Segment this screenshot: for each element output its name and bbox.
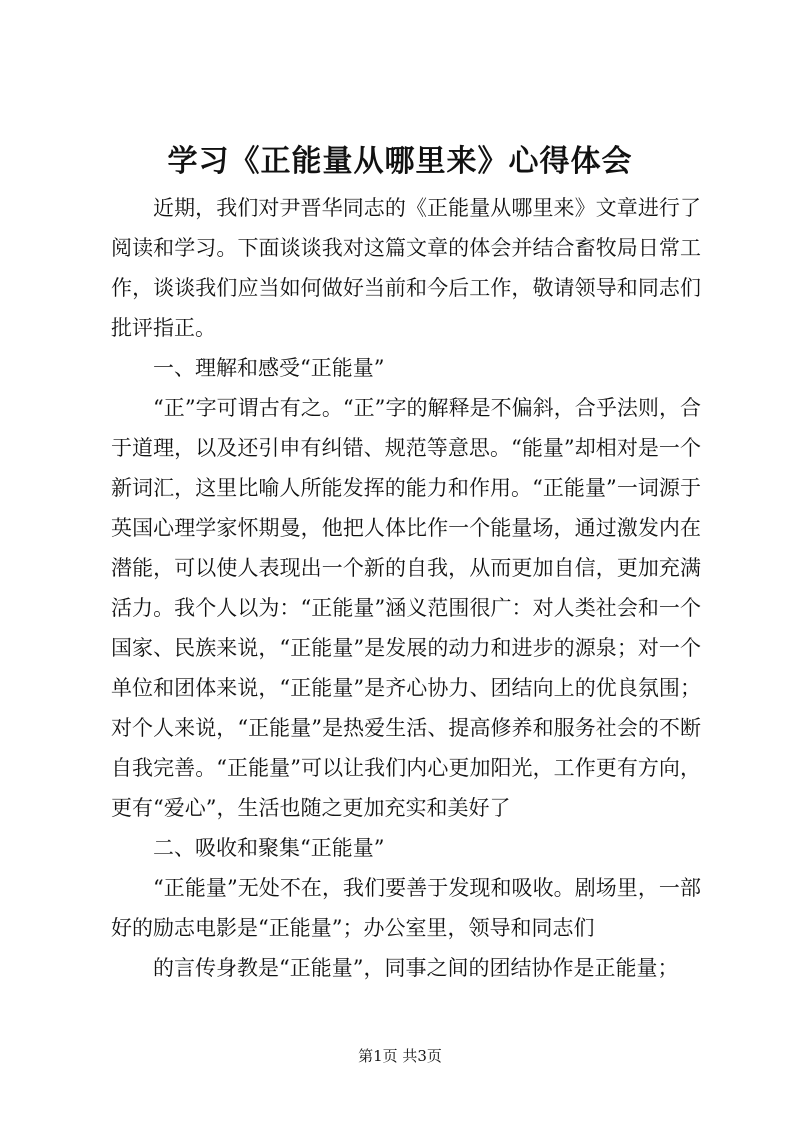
paragraph-section-2: “正能量”无处不在，我们要善于发现和吸收。剧场里，一部好的励志电影是“正能量”；办公室里，领导和同志们	[111, 876, 701, 940]
section-heading-1: 一、理解和感受“正能量”	[153, 356, 385, 380]
paragraph-intro: 近期，我们对尹晋华同志的《正能量从哪里来》文章进行了阅读和学习。下面谈谈我对这篇文章的体会并结合畜牧局日常工作，谈谈我们应当如何做好当前和今后工作，敬请领导和同志们批评指正。	[111, 196, 701, 340]
paragraph-section-1: “正”字可谓古有之。“正”字的解释是不偏斜，合乎法则，合于道理，以及还引申有纠错、规范等意思。“能量”却相对是一个新词汇，这里比喻人所能发挥的能力和作用。“正能量”一词源于英国心理学家怀期曼，他把人体比作一个能量场，通过激发内在潜能，可以使人表现出一个新的自我，从而更加自信，更加充满活力。我个人以为：“正能量”涵义范围很广：对人类社会和一个国家、民族来说，“正能量”是发展的动力和进步的源泉；对一个单位和团体来说，“正能量”是齐心协力、团结向上的优良氛围；对个人来说，“正能量”是热爱生活、提高修养和服务社会的不断自我完善。“正能量”可以让我们内心更加阳光，工作更有方向，更有“爱心”，生活也随之更加充实和美好了	[111, 396, 701, 820]
page-footer: 第1页 共3页	[358, 1047, 442, 1065]
section-heading-2: 二、吸收和聚集“正能量”	[153, 836, 385, 860]
document-title: 学习《正能量从哪里来》心得体会	[167, 144, 633, 179]
paragraph-continuation: 的言传身教是“正能量”，同事之间的团结协作是正能量；	[153, 956, 679, 980]
document-body	[111, 188, 701, 988]
